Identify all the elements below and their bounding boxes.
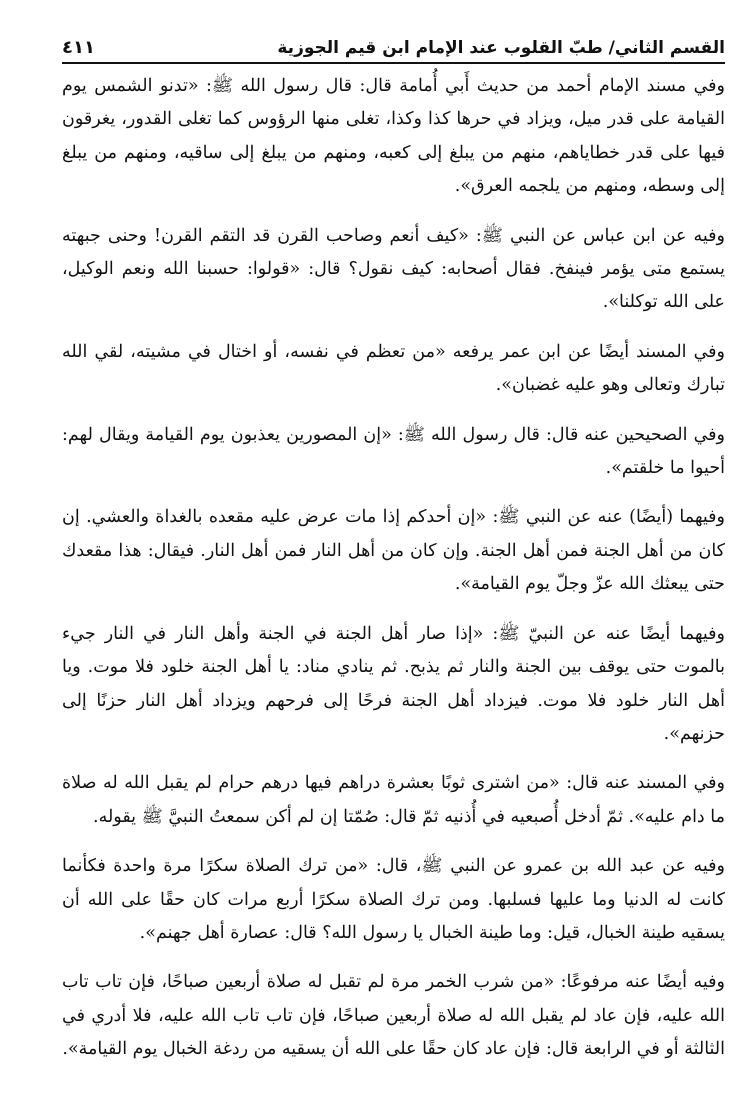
paragraph-4: وفي الصحيحين عنه قال: قال رسول الله ﷺ: «إن المصورين يعذبون يوم القيامة ويقال لهم: أحيوا ما خلقتم». xyxy=(62,424,725,479)
paragraph-2: وفيه عن ابن عباس عن النبي ﷺ: «كيف أنعم وصاحب القرن قد التقم القرن! وحنى جبهته يستمع متى يؤمر فينفخ. فقال أصحابه: كيف نقول؟ قال: «قولوا: حسبنا الله ونعم الوكيل، على الله توكلنا». xyxy=(62,225,725,313)
running-title: القسم الثاني/ طبّ القلوب عند الإمام ابن قيم الجوزية xyxy=(277,38,725,58)
paragraph-5: وفيهما (أيضًا) عنه عن النبي ﷺ: «إن أحدكم إذا مات عرض عليه مقعده بالغداة والعشي. إن كان من أهل الجنة فمن أهل الجنة. وإن كان من أهل النار فمن أهل النار. فيقال: هذا مقعدك حتى يبعثك الله عزّ وجلّ يوم القيامة». xyxy=(62,507,725,595)
body-text xyxy=(62,70,725,1067)
page-number: ٤١١ xyxy=(62,37,95,58)
paragraph-7: وفي المسند عنه قال: «من اشترى ثوبًا بعشرة دراهم فيها درهم حرام لم يقبل الله له صلاة ما دام عليه». ثمّ أدخل أُصبعيه في أُذنيه ثمّ قال: صُمّتا إن لم أكن سمعتُ النبيَّ ﷺ يقوله. xyxy=(62,773,725,827)
paragraph-8: وفيه عن عبد الله بن عمرو عن النبي ﷺ، قال: «من ترك الصلاة سكرًا مرة واحدة فكأنما كانت له الدنيا وما عليها فسلبها. ومن ترك الصلاة سكرًا أربع مرات كان حقًا على الله أن يسقيه طينة الخبال، قيل: وما طينة الخبال يا رسول الله؟ قال: عصارة أهل جهنم». xyxy=(62,856,725,943)
paragraph-3: وفي المسند أيضًا عن ابن عمر يرفعه «من تعظم في نفسه، أو اختال في مشيته، لقي الله تبارك وتعالى وهو عليه غضبان». xyxy=(62,341,725,396)
paragraph-9: وفيه أيضًا عنه مرفوعًا: «من شرب الخمر مرة لم تقبل له صلاة أربعين صباحًا، فإن تاب تاب الله عليه، فإن عاد لم يقبل الله له صلاة أربعين صباحًا، فإن تاب تاب الله عليه، فلا أدري في الثالثة أو في الرابعة قال: فإن عاد كان حقًا على الله أن يسقيه من ردغة الخبال يوم القيامة». xyxy=(62,972,725,1060)
page-header xyxy=(62,28,725,64)
paragraph-6: وفيهما أيضًا عنه عن النبيّ ﷺ: «إذا صار أهل الجنة في الجنة وأهل النار في النار جيء بالموت حتى يوقف بين الجنة والنار ثم يذبح. ثم ينادي مناد: يا أهل الجنة خلود فلا موت. ويا أهل النار خلود فلا موت. فيزداد أهل الجنة فرحًا إلى فرحهم ويزداد أهل النار حزنًا إلى حزنهم». xyxy=(62,623,725,744)
paragraph-1: وفي مسند الإمام أحمد من حديث أَبي أُمامة قال: قال رسول الله ﷺ: «تدنو الشمس يوم القيامة على قدر ميل، ويزاد في حرها كذا وكذا، تغلى منها الرؤوس كما تغلى القدور، يغرقون فيها على قدر خطاياهم، منهم من يبلغ إلى كعبه، ومنهم من يبلغ إلى ساقيه، ومنهم من يبلغ إلى وسطه، ومنهم من يلجمه العرق». xyxy=(62,76,725,197)
